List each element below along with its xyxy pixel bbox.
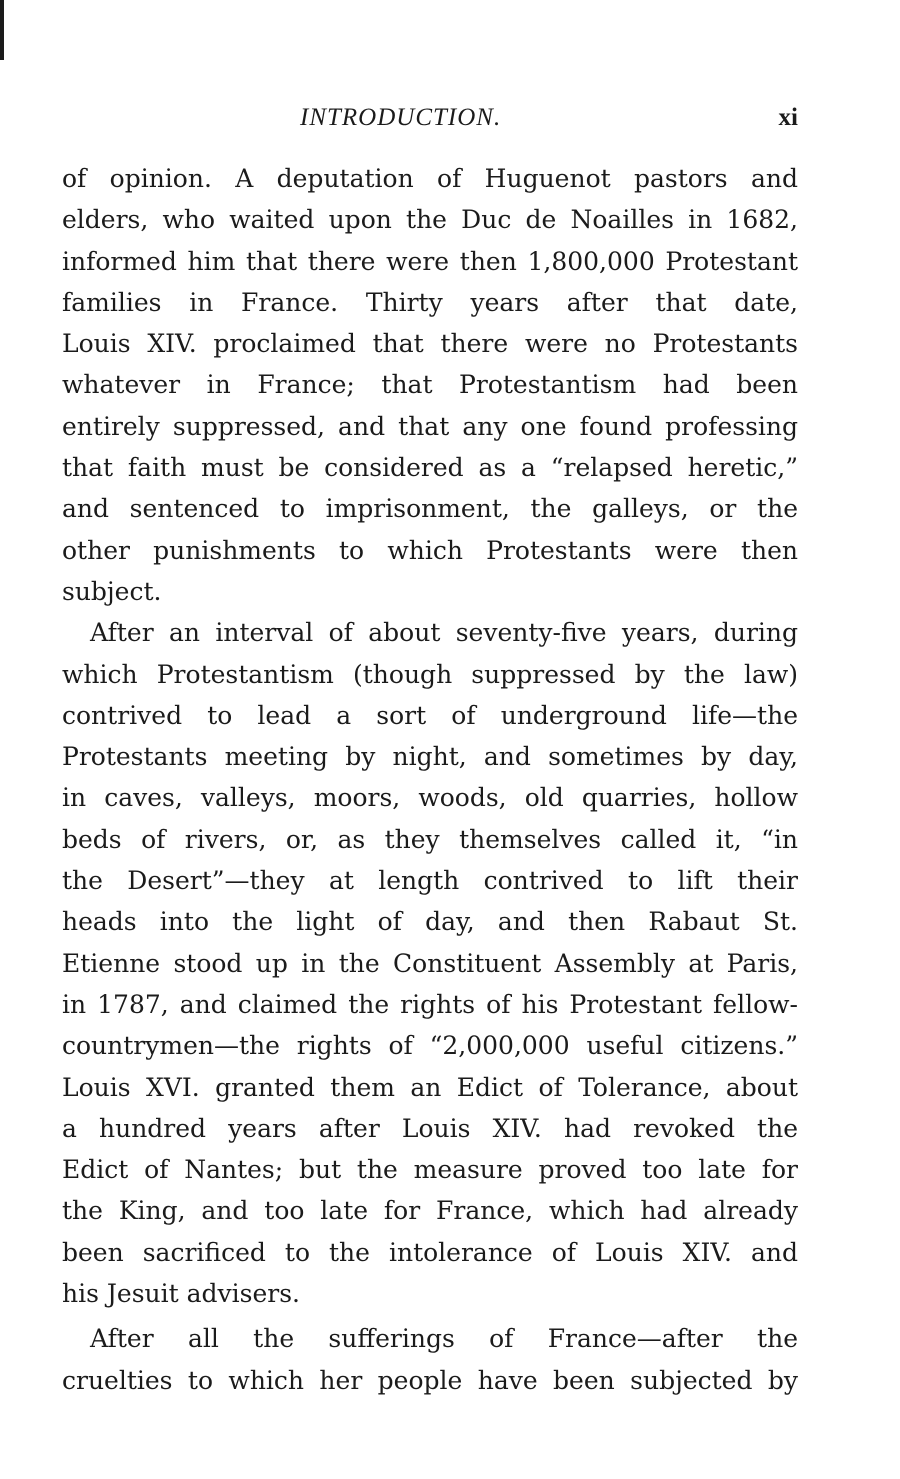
text-line: Louis XIV. proclaimed that there were no Protestants — [62, 329, 798, 359]
text-line: and sentenced to imprisonment, the galleys, or the — [62, 494, 798, 524]
text-line: After all the sufferings of France—after the — [90, 1324, 798, 1354]
text-line: his Jesuit advisers. — [62, 1279, 300, 1309]
text-line: that faith must be considered as a “relapsed heretic,” — [62, 453, 798, 483]
text-line: of opinion. A deputation of Huguenot pastors and — [62, 164, 798, 193]
running-title: INTRODUCTION. — [300, 104, 502, 131]
text-line: subject. — [62, 576, 162, 606]
text-line: other punishments to which Protestants were then — [62, 535, 798, 565]
text-line: entirely suppressed, and that any one found professing — [62, 411, 798, 441]
text-line: the Desert”—they at length contrived to lift their — [62, 866, 798, 896]
paragraph — [62, 612, 798, 1314]
page-body — [62, 158, 798, 1401]
paragraph — [62, 1318, 798, 1401]
text-line: heads into the light of day, and then Rabaut St. — [62, 907, 798, 937]
paragraph — [62, 158, 798, 612]
text-line: cruelties to which her people have been subjected by — [62, 1365, 798, 1395]
text-line: which Protestantism (though suppressed by the law) — [62, 659, 798, 689]
text-line: Edict of Nantes; but the measure proved too late for — [62, 1155, 798, 1185]
page-edge-mark — [0, 0, 4, 60]
text-line: families in France. Thirty years after that date, — [62, 287, 798, 317]
text-line: in 1787, and claimed the rights of his Protestant fellow- — [62, 989, 798, 1019]
text-line: countrymen—the rights of “2,000,000 useful citizens.” — [62, 1031, 798, 1061]
text-line: Protestants meeting by night, and sometimes by day, — [62, 742, 798, 772]
text-line: Louis XVI. granted them an Edict of Tolerance, about — [62, 1072, 798, 1102]
text-line: After an interval of about seventy-five years, during — [90, 618, 798, 648]
text-line: contrived to lead a sort of underground life—the — [62, 700, 798, 730]
text-line: beds of rivers, or, as they themselves called it, “in — [62, 824, 798, 854]
page-number: xi — [778, 104, 798, 131]
text-line: the King, and too late for France, which had already — [62, 1196, 798, 1226]
text-line: Etienne stood up in the Constituent Assembly at Paris, — [62, 948, 798, 978]
text-line: informed him that there were then 1,800,000 Protestant — [62, 246, 798, 276]
text-line: a hundred years after Louis XIV. had revoked the — [62, 1113, 798, 1143]
text-line: elders, who waited upon the Duc de Noailles in 1682, — [62, 205, 798, 235]
running-head — [62, 102, 798, 134]
text-line: in caves, valleys, moors, woods, old quarries, hollow — [62, 783, 798, 813]
text-line: been sacrificed to the intolerance of Louis XIV. and — [62, 1237, 798, 1267]
text-line: whatever in France; that Protestantism had been — [62, 370, 798, 400]
